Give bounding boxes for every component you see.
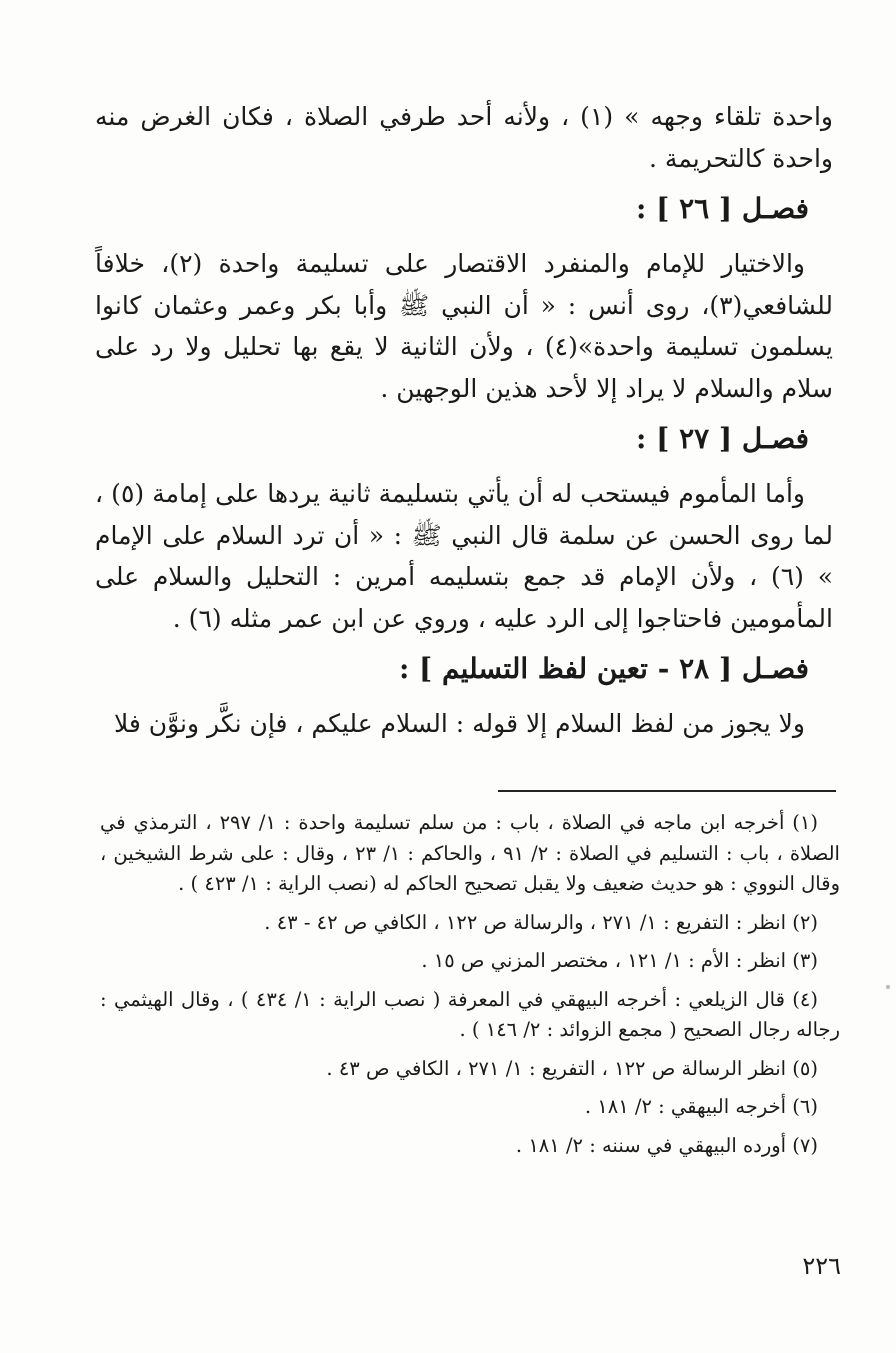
- section-heading-26: فصـل [ ٢٦ ] :: [636, 192, 809, 225]
- footnotes: [100, 808, 840, 1169]
- main-text: [95, 96, 833, 745]
- footnote-4: (٤) قال الزيلعي : أخرجه البيهقي في المعرفة ( نصب الراية : ١/ ٤٣٤ ) ، وقال الهيثمي : رجاله رجال الصحيح ( مجمع الزوائد : ٢/ ١٤٦ ) .: [100, 987, 840, 1041]
- footnote-1: (١) أخرجه ابن ماجه في الصلاة ، باب : من سلم تسليمة واحدة : ١/ ٢٩٧ ، الترمذي في الصلاة ، باب : التسليم في الصلاة : ٢/ ٩١ ، والحاكم : ١/ ٢٣ ، وقال : على شرط الشيخين ، وقال النووي : هو حديث ضعيف ولا يقبل تصحيح الحاكم له (نصب الراية : ١/ ٤٢٣ ) .: [100, 811, 840, 895]
- section-heading-28: فصـل [ ٢٨ - تعين لفظ التسليم ] :: [398, 652, 809, 685]
- footnote-5: (٥) انظر الرسالة ص ١٢٢ ، التفريع : ١/ ٢٧١ ، الكافي ص ٤٣ .: [326, 1056, 818, 1080]
- footnote-2: (٢) انظر : التفريع : ١/ ٢٧١ ، والرسالة ص ١٢٢ ، الكافي ص ٤٢ - ٤٣ .: [264, 910, 818, 934]
- footnote-3: (٣) انظر : الأم : ١/ ١٢١ ، مختصر المزني ص ١٥ .: [421, 949, 818, 972]
- section-heading-27: فصـل [ ٢٧ ] :: [636, 422, 809, 455]
- footnote-6: (٦) أخرجه البيهقي : ٢/ ١٨١ .: [584, 1095, 818, 1118]
- paragraph-1: واحدة تلقاء وجهه » (١) ، ولأنه أحد طرفي الصلاة ، فكان الغرض منه واحدة كالتحريمة .: [95, 102, 833, 173]
- paragraph-4: ولا يجوز من لفظ السلام إلا قوله : السلام عليكم ، فإن نكَّر ونوَّن فلا: [113, 709, 805, 738]
- scan-speck: [886, 985, 890, 989]
- paragraph-2: والاختيار للإمام والمنفرد الاقتصار على تسليمة واحدة (٢)، خلافاً للشافعي(٣)، روى أنس : « أن النبي ﷺ وأبا بكر وعمر وعثمان كانوا يسلمون تسليمة واحدة»(٤) ، ولأن الثانية لا يقع بها تحليل ولا رد على سلام والسلام لا يراد إلا لأحد هذين الوجهين .: [95, 249, 834, 403]
- footnote-7: (٧) أورده البيهقي في سننه : ٢/ ١٨١ .: [515, 1133, 818, 1157]
- footnote-separator: [498, 790, 836, 792]
- page-number: ٢٢٦: [802, 1252, 841, 1280]
- paragraph-3: وأما المأموم فيستحب له أن يأتي بتسليمة ثانية يردها على إمامة (٥) ، لما روى الحسن عن سلمة قال النبي ﷺ : « أن ترد السلام على الإمام » (٦) ، ولأن الإمام قد جمع بتسليمه أمرين : التحليل والسلام على المأمومين فاحتاجوا إلى الرد عليه ، وروي عن ابن عمر مثله (٦) .: [95, 479, 833, 633]
